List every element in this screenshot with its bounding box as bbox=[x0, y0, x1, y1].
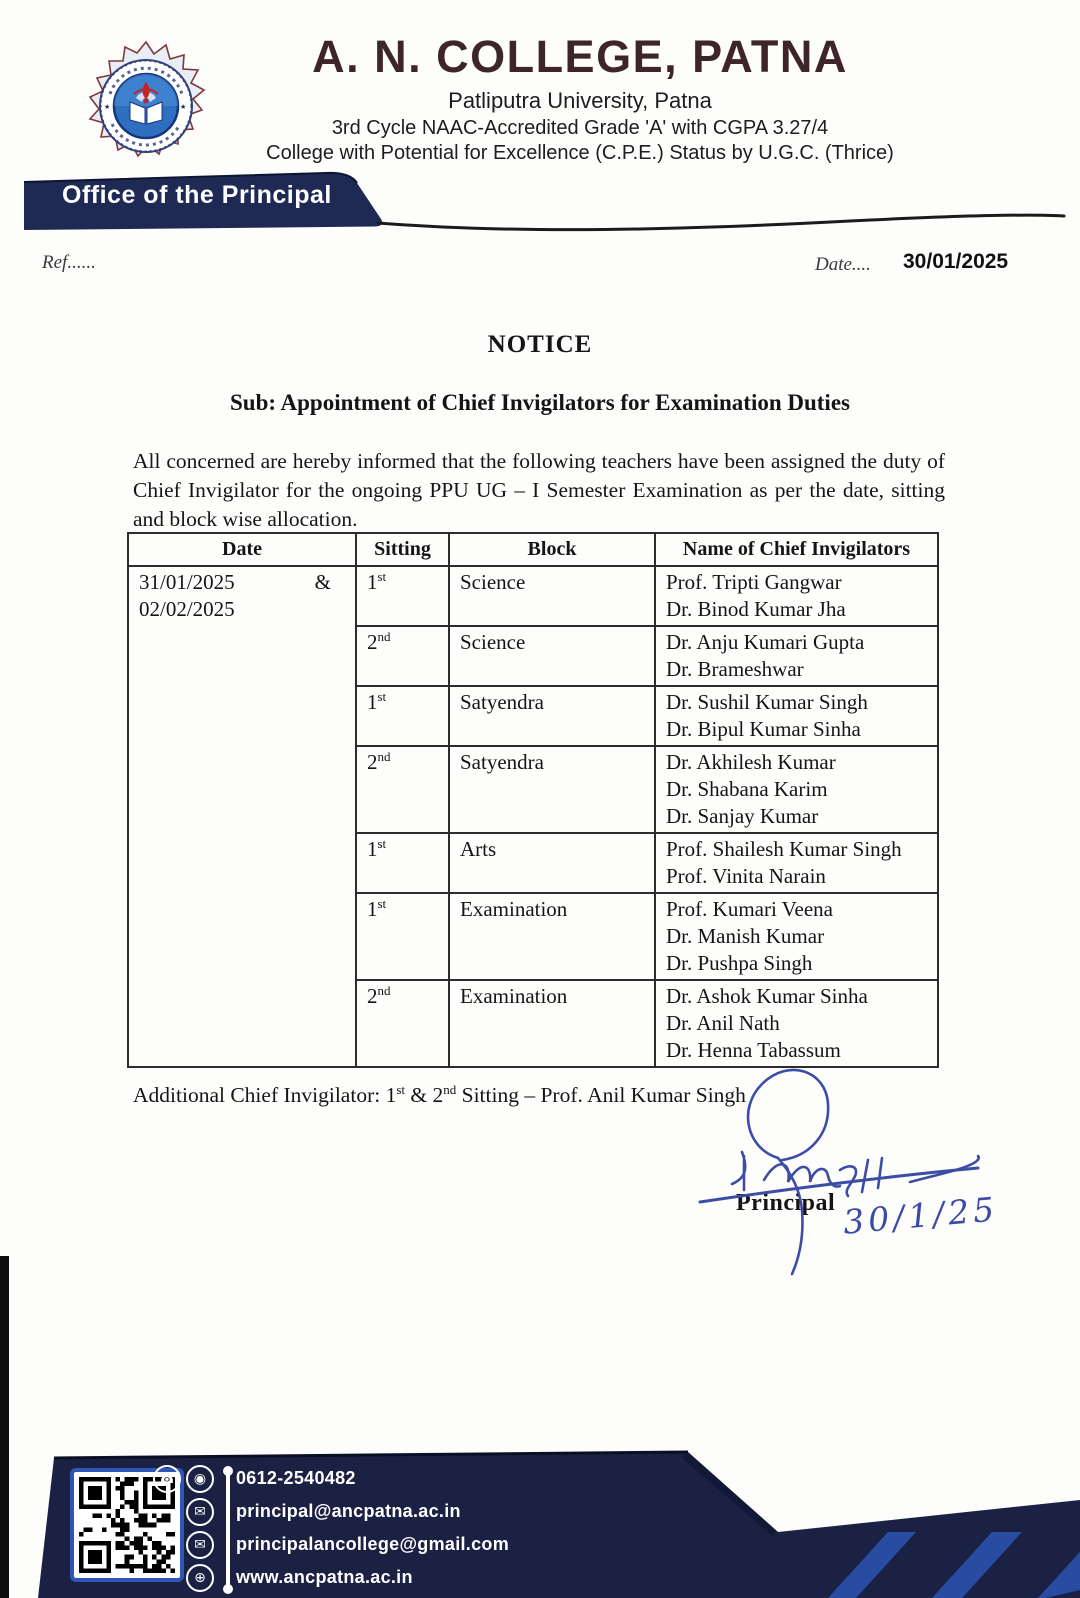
invigilator-name: Dr. Binod Kumar Jha bbox=[666, 597, 846, 621]
phone-row bbox=[148, 1462, 509, 1495]
block-cell: Science bbox=[449, 566, 655, 626]
email-secondary: principalancollege@gmail.com bbox=[236, 1534, 510, 1554]
block-cell: Examination bbox=[449, 980, 655, 1067]
phone-icon: ☎ bbox=[153, 1465, 181, 1493]
sitting-cell: 1st bbox=[356, 833, 449, 893]
handwritten-date: 30/1/25 bbox=[841, 1189, 1000, 1242]
table-row bbox=[128, 566, 938, 626]
names-cell bbox=[655, 686, 938, 746]
svg-text:★: ★ bbox=[104, 103, 111, 111]
invigilator-name: Dr. Manish Kumar bbox=[666, 924, 825, 948]
ref-label: Ref...... bbox=[42, 252, 96, 273]
sitting-cell: 2nd bbox=[356, 980, 449, 1067]
website-row bbox=[148, 1561, 509, 1594]
sitting-cell: 2nd bbox=[356, 746, 449, 833]
notice-title: NOTICE bbox=[487, 331, 593, 358]
principal-label: Principal bbox=[736, 1190, 836, 1216]
invigilator-name: Dr. Bipul Kumar Sinha bbox=[666, 717, 861, 741]
date-value: 30/01/2025 bbox=[903, 250, 1009, 273]
names-cell bbox=[655, 833, 938, 893]
invigilator-name: Dr. Shabana Karim bbox=[666, 777, 828, 801]
date-label: Date.... bbox=[815, 254, 871, 275]
invigilator-name: Dr. Brameshwar bbox=[666, 657, 804, 681]
block-cell: Examination bbox=[449, 893, 655, 980]
invigilator-name: Prof. Kumari Veena bbox=[666, 897, 833, 921]
sitting-cell: 1st bbox=[356, 566, 449, 626]
notice-body: All concerned are hereby informed that the following teachers have been assigned the duty of Chief Invigilator for the ongoing PPU UG – I Semester Examination as per the date, sitting and block wise allocation. bbox=[133, 449, 945, 531]
invigilator-name: Prof. Tripti Gangwar bbox=[666, 570, 842, 594]
dial-icon: ◉ bbox=[186, 1465, 214, 1493]
header-names: Name of Chief Invigilators bbox=[655, 533, 938, 566]
invigilator-name: Prof. Shailesh Kumar Singh bbox=[666, 837, 902, 861]
names-cell bbox=[655, 893, 938, 980]
website-url: www.ancpatna.ac.in bbox=[236, 1567, 413, 1587]
invigilator-table bbox=[127, 532, 939, 1068]
names-cell bbox=[655, 566, 938, 626]
invigilator-name: Prof. Vinita Narain bbox=[666, 864, 826, 888]
globe-icon: ⊕ bbox=[186, 1564, 214, 1592]
sitting-cell: 2nd bbox=[356, 626, 449, 686]
email-secondary-row bbox=[148, 1528, 509, 1561]
phone-number: 0612-2540482 bbox=[236, 1468, 356, 1488]
header-block: Block bbox=[449, 533, 655, 566]
college-seal-logo bbox=[78, 34, 214, 178]
invigilator-name: Dr. Sushil Kumar Singh bbox=[666, 690, 868, 714]
header-sitting: Sitting bbox=[356, 533, 449, 566]
names-cell bbox=[655, 746, 938, 833]
header-date: Date bbox=[128, 533, 356, 566]
names-cell bbox=[655, 626, 938, 686]
cpe-status-line: College with Potential for Excellence (C.P.E.) Status by U.G.C. (Thrice) bbox=[266, 141, 894, 164]
accreditation-line: 3rd Cycle NAAC-Accredited Grade 'A' with CGPA 3.27/4 bbox=[331, 116, 829, 139]
invigilator-name: Dr. Anil Nath bbox=[666, 1011, 780, 1035]
invigilator-name: Dr. Ashok Kumar Sinha bbox=[666, 984, 868, 1008]
names-cell bbox=[655, 980, 938, 1067]
table-header-row bbox=[128, 533, 938, 566]
sitting-cell: 1st bbox=[356, 686, 449, 746]
college-name: A. N. COLLEGE, PATNA bbox=[312, 31, 848, 82]
mail-icon: ✉ bbox=[186, 1531, 214, 1559]
block-cell: Satyendra bbox=[449, 746, 655, 833]
invigilator-name: Dr. Pushpa Singh bbox=[666, 951, 813, 975]
invigilator-name: Dr. Anju Kumari Gupta bbox=[666, 630, 865, 654]
invigilator-name: Dr. Henna Tabassum bbox=[666, 1038, 841, 1062]
date-cell: 31/01/2025 & 02/02/2025 bbox=[128, 566, 356, 1067]
footer-contact-block bbox=[148, 1462, 509, 1594]
additional-invigilator-note: Additional Chief Invigilator: 1st & 2nd Sitting – Prof. Anil Kumar Singh bbox=[133, 1081, 746, 1107]
block-cell: Arts bbox=[449, 833, 655, 893]
office-banner-label: Office of the Principal bbox=[62, 181, 332, 209]
subject-line: Sub: Appointment of Chief Invigilators for Examination Duties bbox=[229, 390, 850, 415]
invigilator-name: Dr. Akhilesh Kumar bbox=[666, 750, 836, 774]
email-primary: principal@ancpatna.ac.in bbox=[236, 1501, 461, 1521]
sitting-cell: 1st bbox=[356, 893, 449, 980]
block-cell: Science bbox=[449, 626, 655, 686]
block-cell: Satyendra bbox=[449, 686, 655, 746]
mail-icon: ✉ bbox=[186, 1498, 214, 1526]
invigilator-name: Dr. Sanjay Kumar bbox=[666, 804, 819, 828]
email-primary-row bbox=[148, 1495, 509, 1528]
svg-text:★: ★ bbox=[180, 103, 187, 111]
university-line: Patliputra University, Patna bbox=[448, 87, 712, 113]
invigilator-table-body bbox=[128, 566, 938, 1067]
